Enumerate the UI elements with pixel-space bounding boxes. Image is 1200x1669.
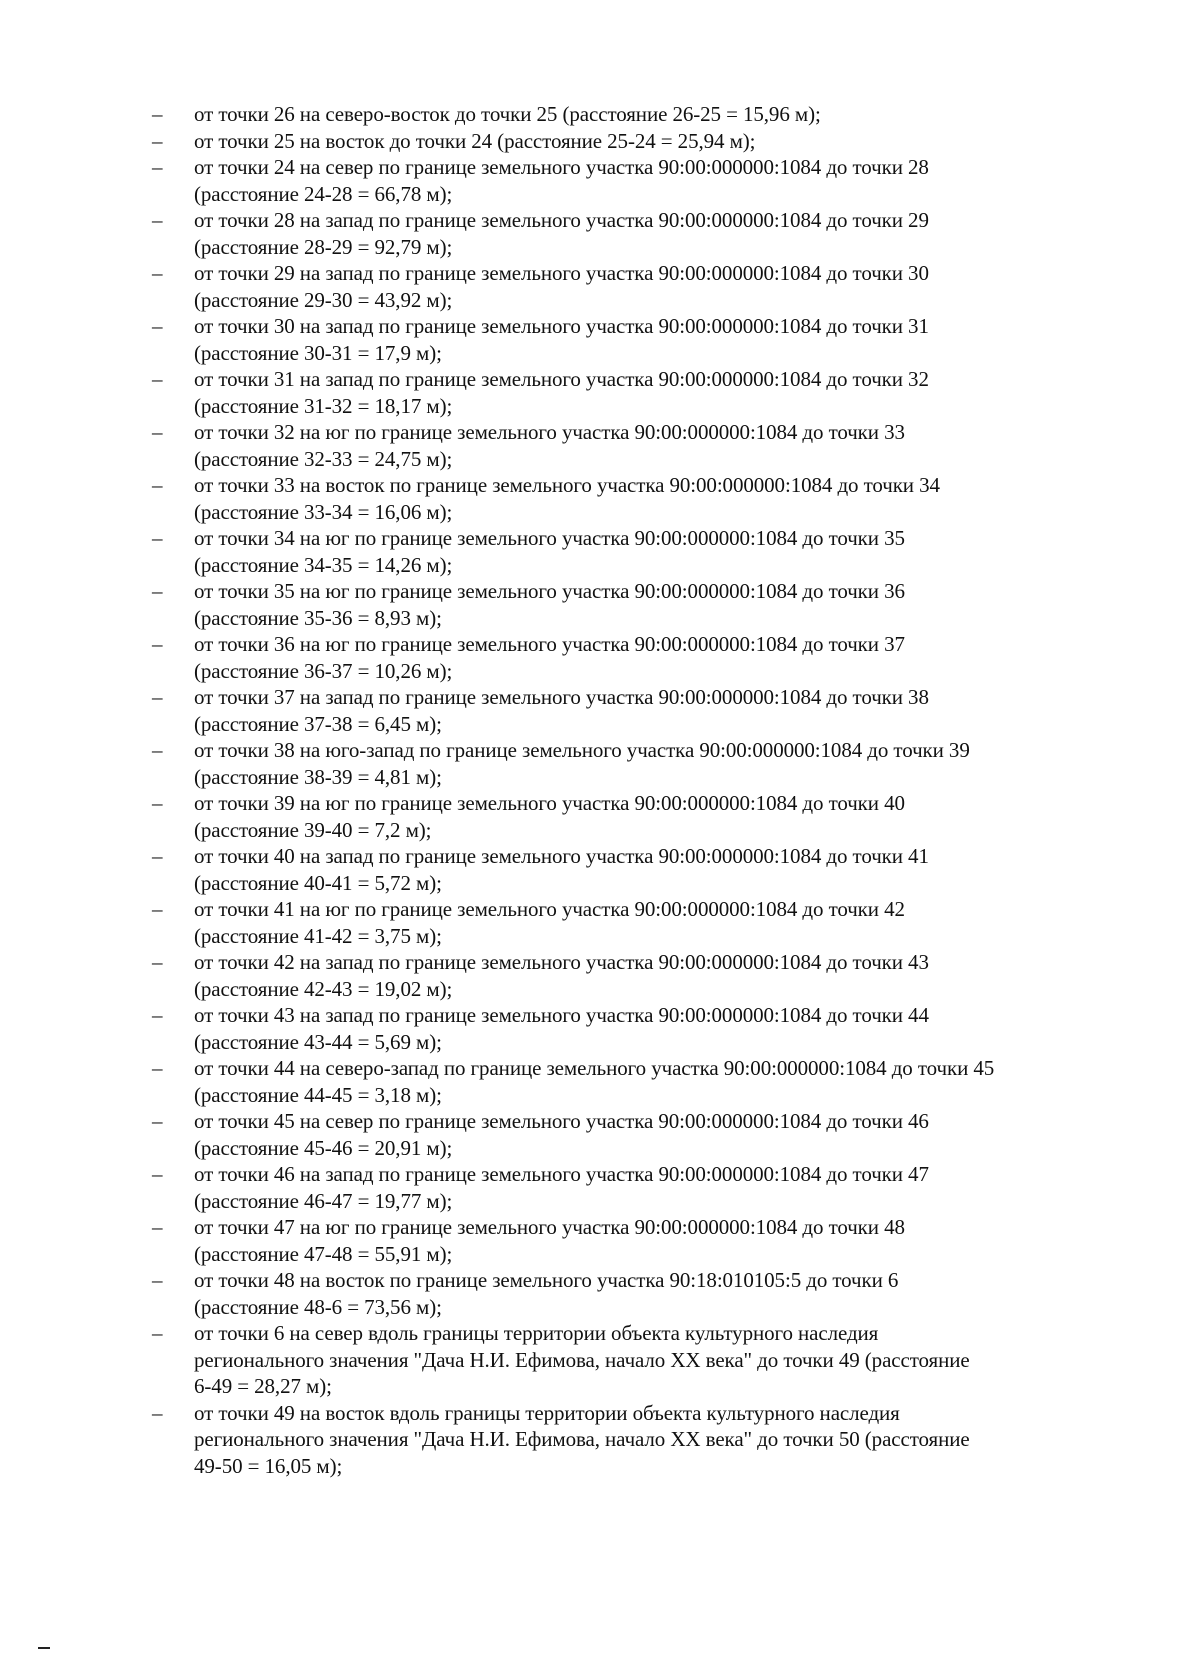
bullet-dash: – — [152, 738, 163, 762]
list-item — [148, 366, 1148, 419]
boundary-description-list — [148, 101, 1148, 1479]
list-item — [148, 1055, 1148, 1108]
list-item-text: от точки 44 на северо-запад по границе земельного участка 90:00:000000:1084 до точки 45 (расстояние 44-45 = 3,18 м); — [194, 1056, 995, 1107]
list-item-text: от точки 39 на юг по границе земельного участка 90:00:000000:1084 до точки 40 (расстояние 39-40 = 7,2 м); — [194, 791, 905, 842]
list-item — [148, 1214, 1148, 1267]
list-item — [148, 843, 1148, 896]
list-item-text: от точки 33 на восток по границе земельного участка 90:00:000000:1084 до точки 34 (расстояние 33-34 = 16,06 м); — [194, 473, 940, 524]
list-item — [148, 207, 1148, 260]
list-item-text: от точки 38 на юго-запад по границе земельного участка 90:00:000000:1084 до точки 39 (расстояние 38-39 = 4,81 м); — [194, 738, 970, 789]
list-item — [148, 525, 1148, 578]
bullet-dash: – — [152, 367, 163, 391]
list-item — [148, 313, 1148, 366]
list-item — [148, 896, 1148, 949]
list-item — [148, 790, 1148, 843]
list-item — [148, 419, 1148, 472]
list-item-text: от точки 25 на восток до точки 24 (расстояние 25-24 = 25,94 м); — [194, 128, 756, 153]
list-item — [148, 260, 1148, 313]
bullet-dash: – — [152, 897, 163, 921]
list-item-text: от точки 24 на север по границе земельного участка 90:00:000000:1084 до точки 28 (расстояние 24-28 = 66,78 м); — [194, 155, 929, 206]
bullet-dash: – — [152, 261, 163, 285]
list-item-text: от точки 46 на запад по границе земельного участка 90:00:000000:1084 до точки 47 (расстояние 46-47 = 19,77 м); — [194, 1162, 929, 1213]
bullet-dash: – — [152, 685, 163, 709]
list-item — [148, 684, 1148, 737]
list-item — [148, 1002, 1148, 1055]
list-item — [148, 949, 1148, 1002]
list-item — [148, 1108, 1148, 1161]
list-item-text: от точки 45 на север по границе земельного участка 90:00:000000:1084 до точки 46 (расстояние 45-46 = 20,91 м); — [194, 1109, 929, 1160]
list-item-text: от точки 6 на север вдоль границы территории объекта культурного наследия регионального значения "Дача Н.И. Ефимова, начало XX века" до точки 49 (расстояние 6-49 = 28,27 м); — [194, 1321, 970, 1398]
bullet-dash: – — [152, 1003, 163, 1027]
list-item-text: от точки 32 на юг по границе земельного участка 90:00:000000:1084 до точки 33 (расстояние 32-33 = 24,75 м); — [194, 420, 905, 471]
list-item — [148, 1267, 1148, 1320]
list-item-text: от точки 41 на юг по границе земельного участка 90:00:000000:1084 до точки 42 (расстояние 41-42 = 3,75 м); — [194, 897, 905, 948]
bullet-dash: – — [152, 1268, 163, 1292]
list-item-text: от точки 49 на восток вдоль границы территории объекта культурного наследия регионального значения "Дача Н.И. Ефимова, начало XX века" до точки 50 (расстояние 49-50 = 16,05 м); — [194, 1400, 970, 1478]
bullet-dash: – — [152, 791, 163, 815]
bullet-dash: – — [152, 1400, 163, 1425]
bullet-dash: – — [152, 579, 163, 603]
bullet-dash: – — [152, 420, 163, 444]
list-item-text: от точки 31 на запад по границе земельного участка 90:00:000000:1084 до точки 32 (расстояние 31-32 = 18,17 м); — [194, 367, 929, 418]
list-item-text: от точки 29 на запад по границе земельного участка 90:00:000000:1084 до точки 30 (расстояние 29-30 = 43,92 м); — [194, 261, 929, 312]
bullet-dash: – — [152, 1215, 163, 1239]
list-item — [148, 631, 1148, 684]
list-item-text: от точки 26 на северо-восток до точки 25 (расстояние 26-25 = 15,96 м); — [194, 102, 821, 126]
list-item-text: от точки 40 на запад по границе земельного участка 90:00:000000:1084 до точки 41 (расстояние 40-41 = 5,72 м); — [194, 844, 929, 895]
list-item — [148, 472, 1148, 525]
bullet-dash: – — [152, 208, 163, 232]
list-item-text: от точки 28 на запад по границе земельного участка 90:00:000000:1084 до точки 29 (расстояние 28-29 = 92,79 м); — [194, 208, 929, 259]
list-item — [148, 101, 1148, 128]
bullet-dash: – — [152, 1109, 163, 1133]
list-item-text: от точки 37 на запад по границе земельного участка 90:00:000000:1084 до точки 38 (расстояние 37-38 = 6,45 м); — [194, 685, 929, 736]
list-item — [148, 128, 1148, 155]
bullet-dash: – — [152, 314, 163, 338]
list-item-text: от точки 47 на юг по границе земельного участка 90:00:000000:1084 до точки 48 (расстояние 47-48 = 55,91 м); — [194, 1215, 905, 1266]
list-item — [148, 1320, 1148, 1400]
list-item-text: от точки 34 на юг по границе земельного участка 90:00:000000:1084 до точки 35 (расстояние 34-35 = 14,26 м); — [194, 526, 905, 577]
list-item-text: от точки 30 на запад по границе земельного участка 90:00:000000:1084 до точки 31 (расстояние 30-31 = 17,9 м); — [194, 314, 929, 365]
list-item-text: от точки 36 на юг по границе земельного участка 90:00:000000:1084 до точки 37 (расстояние 36-37 = 10,26 м); — [194, 632, 905, 683]
list-item — [148, 737, 1148, 790]
list-item — [148, 1161, 1148, 1214]
bullet-dash: – — [152, 632, 163, 656]
list-item — [148, 154, 1148, 207]
bullet-dash: – — [152, 1321, 163, 1345]
bullet-dash: – — [152, 526, 163, 550]
list-item — [148, 1400, 1148, 1480]
bullet-dash: – — [152, 128, 163, 153]
bullet-dash: – — [152, 1162, 163, 1186]
bullet-dash: – — [152, 473, 163, 497]
bullet-dash: – — [152, 844, 163, 868]
list-item-text: от точки 42 на запад по границе земельного участка 90:00:000000:1084 до точки 43 (расстояние 42-43 = 19,02 м); — [194, 950, 929, 1001]
list-item-text: от точки 35 на юг по границе земельного участка 90:00:000000:1084 до точки 36 (расстояние 35-36 = 8,93 м); — [194, 579, 905, 630]
list-item-text: от точки 43 на запад по границе земельного участка 90:00:000000:1084 до точки 44 (расстояние 43-44 = 5,69 м); — [194, 1003, 929, 1054]
bullet-dash: – — [152, 1056, 163, 1080]
bullet-dash: – — [152, 950, 163, 974]
bullet-dash: – — [152, 102, 163, 126]
bullet-dash: – — [152, 155, 163, 179]
page-edge-mark — [38, 1647, 50, 1649]
list-item — [148, 578, 1148, 631]
list-item-text: от точки 48 на восток по границе земельного участка 90:18:010105:5 до точки 6 (расстояние 48-6 = 73,56 м); — [194, 1268, 899, 1319]
